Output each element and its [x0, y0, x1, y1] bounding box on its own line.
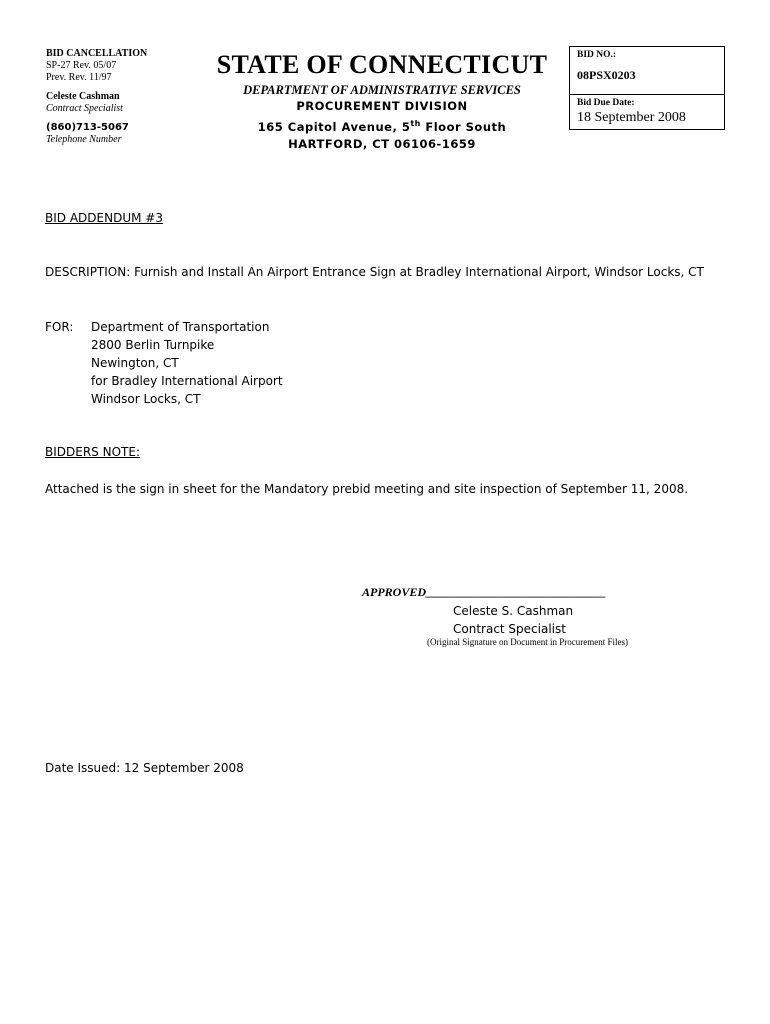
for-label: FOR: [45, 320, 74, 334]
state-title: STATE OF CONNECTICUT [216, 50, 548, 79]
department-name: DEPARTMENT OF ADMINISTRATIVE SERVICES [243, 83, 521, 97]
bidders-note-heading: BIDDERS NOTE: [45, 445, 140, 459]
signer-title: Contract Specialist [453, 622, 566, 636]
division-address: 165 Capitol Avenue, 5th Floor South [257, 119, 507, 134]
form-info-block [46, 48, 147, 146]
box-divider [570, 94, 724, 95]
address-line: Department of Transportation [91, 320, 270, 334]
form-prev-revision: Prev. Rev. 11/97 [46, 72, 112, 83]
address-line: 2800 Berlin Turnpike [91, 338, 215, 352]
due-date: 18 September 2008 [577, 110, 686, 125]
approved-signature-line: APPROVED______________________________ [362, 585, 607, 599]
address-line: Newington, CT [91, 356, 179, 370]
contact-name: Celeste Cashman [46, 91, 120, 102]
form-revision: SP-27 Rev. 05/07 [46, 60, 117, 71]
division-city: HARTFORD, CT 06106-1659 [288, 136, 476, 151]
address-line: Windsor Locks, CT [91, 392, 201, 406]
addendum-title: BID ADDENDUM #3 [45, 211, 163, 225]
bidders-note-text: Attached is the sign in sheet for the Mandatory prebid meeting and site inspection of September 11, 2008. [45, 482, 689, 496]
signer-name: Celeste S. Cashman [453, 604, 574, 618]
agency-header [200, 50, 564, 153]
due-date-label: Bid Due Date: [577, 98, 635, 108]
description: DESCRIPTION: Furnish and Install An Airport Entrance Sign at Bradley International Airport, Windsor Locks, CT [45, 265, 704, 279]
contact-phone: (860)713-5067 [46, 122, 129, 133]
address-line: for Bradley International Airport [91, 374, 283, 388]
form-title: BID CANCELLATION [46, 48, 148, 59]
recipient-address [91, 318, 283, 408]
signature-note: (Original Signature on Document in Procurement Files) [427, 637, 628, 647]
division-name: PROCUREMENT DIVISION [296, 99, 468, 113]
contact-title: Contract Specialist [46, 103, 123, 114]
bid-info-box [569, 46, 725, 130]
bid-number: 08PSX0203 [577, 68, 636, 82]
date-issued: Date Issued: 12 September 2008 [45, 761, 244, 775]
signer-block [453, 602, 573, 638]
bid-number-label: BID NO.: [577, 50, 617, 60]
phone-label: Telephone Number [46, 134, 122, 145]
